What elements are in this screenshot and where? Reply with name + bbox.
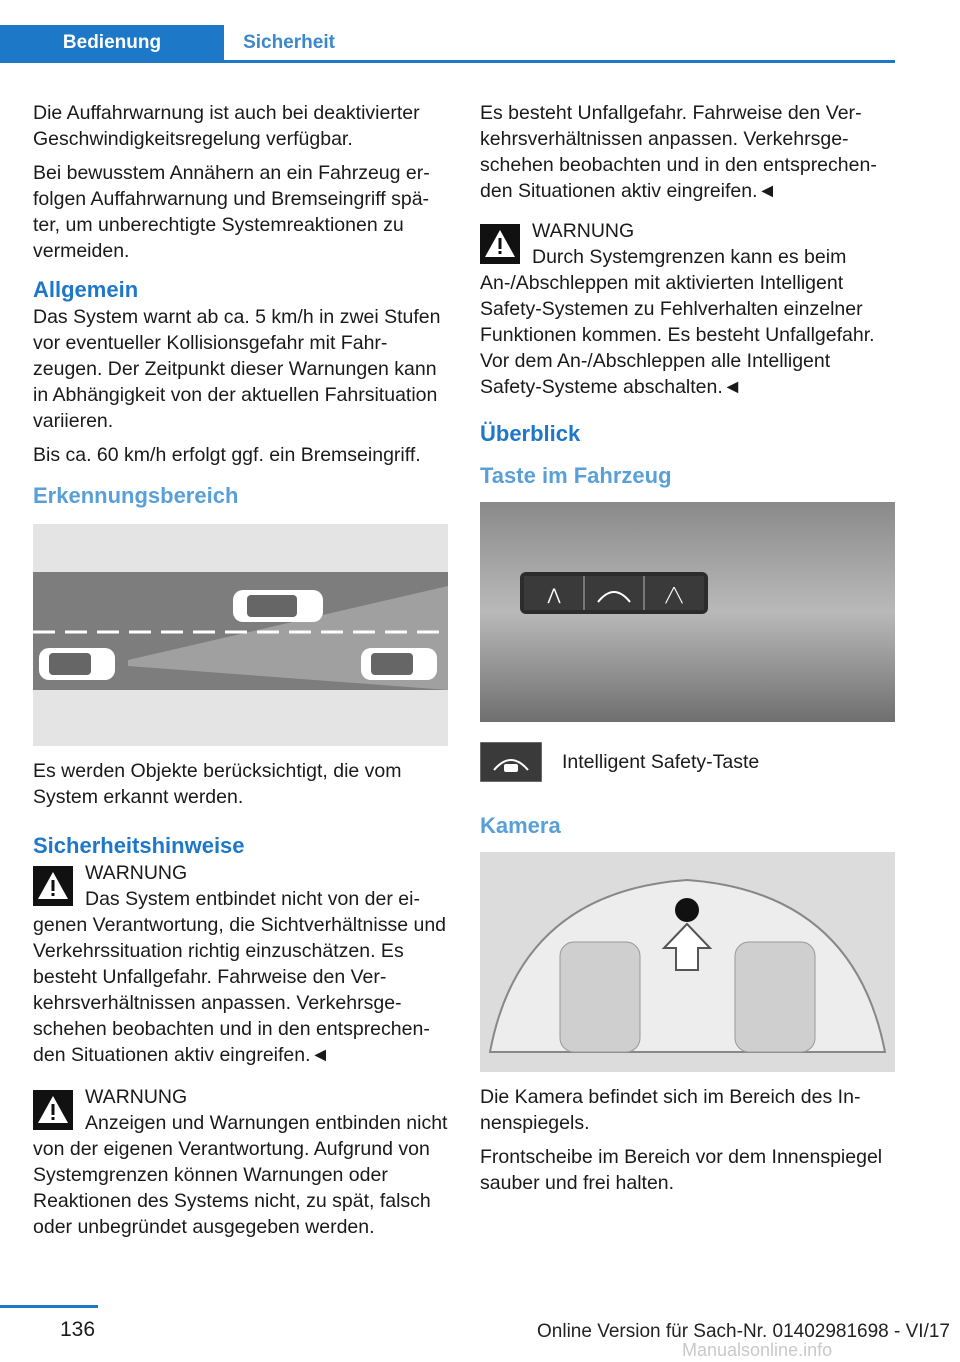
footer-rule bbox=[0, 1305, 98, 1308]
warning-title: WARNUNG bbox=[85, 862, 188, 884]
warning-block bbox=[33, 1084, 448, 1240]
paragraph: Es besteht Unfallgefahr. Fahrweise den Verkehrsverhältnissen anpassen. Verkehrsgeschehen beobachten und in den entsprechenden Situationen aktiv eingreifen.◄ bbox=[480, 102, 877, 202]
heading-kamera: Kamera bbox=[480, 813, 561, 838]
tab-bedienung[interactable]: Bedienung bbox=[0, 25, 224, 60]
warning-text: Anzeigen und Warnungen entbinden nicht von der eigenen Verantwortung. Aufgrund von Systemgrenzen können Warnungen oder Reaktionen des Systems nicht, zu spät, falsch oder unbegründet ausgegeben werden. bbox=[33, 1112, 448, 1238]
heading-ueberblick: Überblick bbox=[480, 421, 581, 446]
car-icon bbox=[361, 648, 437, 680]
watermark: Manualsonline.info bbox=[682, 1340, 833, 1360]
warning-title: WARNUNG bbox=[85, 1086, 188, 1108]
button-panel-photo bbox=[480, 502, 895, 722]
right-column bbox=[480, 100, 895, 1204]
car-icon bbox=[39, 648, 115, 680]
car-icon bbox=[233, 590, 323, 622]
heading-allgemein: Allgemein bbox=[33, 277, 139, 302]
warning-triangle-icon bbox=[33, 866, 73, 906]
paragraph: Bei bewusstem Annähern an ein Fahrzeug erfolgen Auffahrwarnung und Bremseingriff später, um unberechtigte Systemreaktionen zu vermeiden. bbox=[33, 162, 430, 262]
warning-title: WARNUNG bbox=[532, 220, 635, 242]
svg-text:╱╲: ╱╲ bbox=[665, 588, 683, 604]
tab-sicherheit[interactable]: Sicherheit bbox=[243, 32, 335, 53]
paragraph: Es werden Objekte berücksichtigt, die vom System erkannt werden. bbox=[33, 760, 402, 808]
paragraph: Frontscheibe im Bereich vor dem Innenspiegel sauber und frei halten. bbox=[480, 1146, 883, 1194]
warning-triangle-icon bbox=[33, 1090, 73, 1130]
warning-text: Durch Systemgrenzen kann es beim An-/Abschleppen mit aktivierten Intelligent Safety-Systemen zu Fehlverhalten einzelner Funktionen kommen. Es besteht Unfallgefahr. Vor dem An-/Abschleppen alle Intelligent Safety-Systeme abschalten.◄ bbox=[480, 246, 875, 398]
svg-text:⋀: ⋀ bbox=[547, 585, 561, 604]
detection-range-illustration bbox=[33, 524, 448, 746]
camera-location-illustration bbox=[480, 852, 895, 1072]
paragraph: Bis ca. 60 km/h erfolgt ggf. ein Bremseingriff. bbox=[33, 444, 421, 466]
page-number: 136 bbox=[60, 1318, 96, 1341]
warning-triangle-icon bbox=[480, 224, 520, 264]
header-rule bbox=[0, 60, 895, 63]
heading-sicherheitshinweise: Sicherheitshinweise bbox=[33, 833, 245, 858]
online-version-text: Online Version für Sach-Nr. 01402981698 - VI/17 bbox=[537, 1321, 950, 1342]
intelligent-safety-button-icon bbox=[480, 742, 542, 782]
heading-taste-im-fahrzeug: Taste im Fahrzeug bbox=[480, 463, 672, 488]
button-legend-label: Intelligent Safety-Taste bbox=[562, 750, 760, 773]
heading-erkennungsbereich: Erkennungsbereich bbox=[33, 483, 239, 508]
left-column bbox=[33, 100, 448, 1248]
header bbox=[0, 0, 895, 62]
paragraph: Die Auffahrwarnung ist auch bei deaktivierter Geschwindigkeitsregelung verfügbar. bbox=[33, 102, 420, 150]
button-legend bbox=[480, 742, 895, 782]
warning-text: Das System entbindet nicht von der eigenen Verantwortung, die Sichtverhältnisse und Verkehrssituation richtig einzuschätzen. Es besteht Unfallgefahr. Fahrweise den Verkehrsverhältnissen anpassen. Verkehrsgeschehen beobachten und in den entsprechenden Situationen aktiv eingreifen.◄ bbox=[33, 888, 447, 1066]
paragraph: Die Kamera befindet sich im Bereich des Innenspiegels. bbox=[480, 1086, 861, 1134]
paragraph: Das System warnt ab ca. 5 km/h in zwei Stufen vor eventueller Kollisionsgefahr mit Fahrzeugen. Der Zeitpunkt dieser Warnungen kann in Abhängigkeit von der aktuellen Fahrsituation variieren. bbox=[33, 306, 441, 432]
warning-block bbox=[33, 860, 448, 1068]
warning-block bbox=[480, 218, 895, 400]
